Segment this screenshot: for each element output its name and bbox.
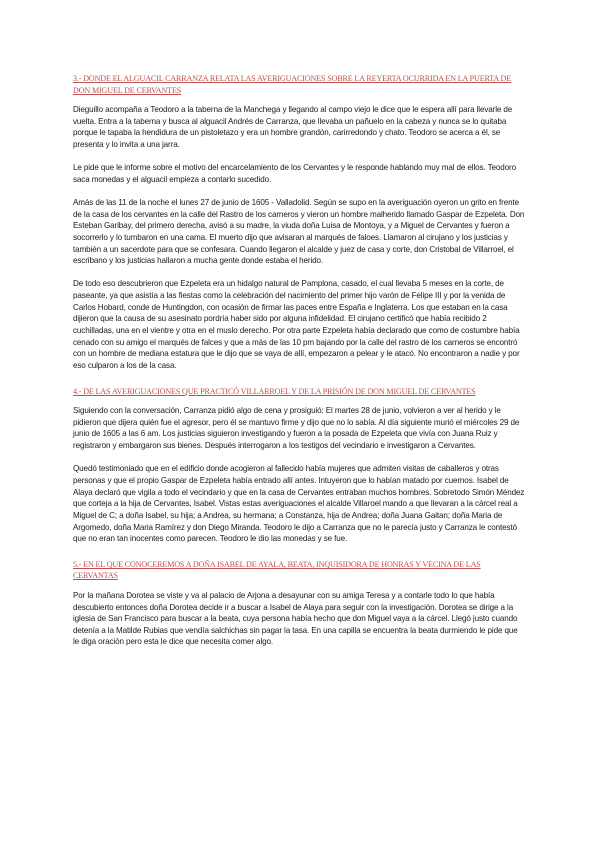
- paragraph: Por la mañana Dorotea se viste y va al palacio de Arjona a desayunar con su amiga Teresa y a contarle todo lo que había descubierto entonces doña Dorotea decide ir a buscar a Isabel de Alaya para seguir con la investigación. Dorotea se dirige a la iglesia de San Francisco para buscar a la beata, cuya persona había hecho que don Miguel vaya a la cárcel. Llegó justo cuando detenía a la Matilde Rubias que vendía salchichas sin pagar la tasa. En una capilla se encuentra la beata durmiendo le pide que le diga oración pero esta le dice que necesita comer algo.: [73, 590, 518, 647]
- paragraph: Amás de las 11 de la noche el lunes 27 de junio de 1605 - Valladolid. Según se supo en la averiguación oyeron un grito en frente de la casa de los cervantes en la calle del Rastro de los carneros y vieron un hombre malherido llamado Gaspar de Ezpeleta. Don Esteban Garibay, del primero derecha, avisó a su madre, la viuda doña Luisa de Montoya, y a Miguel de Cervantes y fueron a socorrerlo y lo tumbaron en una cama. El muerto dijo que avisaran al marqués de faloes. Llamaron al cirujano y los justicias y también a un sacerdote para que se confesara. Cuando llegaron el alcalde y juez de casa y corte, don Cristobal de Villarroel, el escribano y los justicias hallaron a mucha gente donde estaba el herido.: [73, 197, 525, 266]
- section-5: [73, 559, 525, 648]
- paragraph: Le pide que le informe sobre el motivo del encarcelamiento de los Cervantes y le responde hablando muy mal de ellos. Teodoro saca monedas y el alguacil empieza a contarlo sucedido.: [73, 163, 516, 184]
- section-heading: 4.- DE LAS AVERIGUACIONES QUE PRACTICÓ VILLARROEL Y DE LA PRISIÓN DE DON MIGUEL DE CERVANTES: [73, 386, 476, 396]
- section-heading: 3.- DONDE EL ALGUACIL CARRANZA RELATA LAS AVERIGUACIONES SOBRE LA REYERTA OCURRIDA EN LA PUERTA DE DON MIGUEL DE CERVANTES: [73, 74, 512, 95]
- paragraph: De todo eso descubrieron que Ezpeleta era un hidalgo natural de Pamplona, casado, el cual llevaba 5 meses en la corte, de paseante, ya que asistía a las fiestas como la celebración del nacimiento del primer hijo varón de Felipe III y por la venida de Carlos Hobard, conde de Huntingdon, con ocasión de firmar las paces entre España e Inglaterra. Los que estaban en la casa dijieron que la causa de su asesinato pordría haber sido por alguna infidelidad. El cirujano certificó que había recibido 2 cuchilladas, una en el vientre y otra en el muslo derecho. Por otra parte Ezpeleta había declarado que como de costumbre había cenado con su amigo el marqués de falces y que a más de las 10 pm bajando por la calle del rastro de los carneros se encontró con un hombre de mediana estatura que le dijo que se vaya de allí, empezaron a pelear y le atacó. No encontraron a nadie y por eso culparon a los de la casa.: [73, 279, 520, 370]
- paragraph: Quedó testimoniado que en el edificio donde acogieron al fallecido había mujeres que admiten visitas de caballeros y otras personas y que el propio Gaspar de Ezpeleta había entrado allí antes. Intuyeron que lo habían matado por cuernos. Isabel de Alaya declaró que vigila a todo el vecindario y que en la casa de Cervantes entraban muchos hombres. Sobretodo Simón Méndez que corteja a la hija de Cervantes, Isabel. Vistas estas averiguaciones el alcalde Villaroel mando a que llevaran a la cárcel real a Miguel de C; a doña Isabel, su hija; a Andrea, su hermana; a Constanza, hija de Andrea; doña Juana Gaitan; doña Maria de Argomedo, doña Maria Ramírez y don Diego Miranda. Teodoro le dijo a Carranza que no le parecía justo y Carranza le contestó que no eran tan inocentes como parecen. Teodoro le dio las monedas y se fue.: [73, 464, 525, 544]
- paragraph: Dieguillo acompaña a Teodoro a la taberna de la Manchega y llegando al campo viejo le dice que le espera allí para llevarle de vuelta. Entra a la taberna y busca al alguacil Andrés de Carranza, que llevaba un pañuelo en la cabeza y nunca se lo quitaba porque le tapaba la hendidura de un pistoletazo y era un hombre grandón, carirredondo y chato. Teodoro se acerca a él, se presenta y lo invita a una jarra.: [73, 105, 513, 149]
- paragraph: Siguiendo con la conversación, Carranza pidió algo de cena y prosiguió: El martes 28 de junio, volvieron a ver al herido y le pidieron que dijera quién fue el agresor, pero él se mantuvo firme y dijo que no lo sabía. Al día siguiente murió el miércoles 29 de junio de 1605 a las 6 am. Los justicias siguieron investigando y fueron a la posada de Ezpeleta que vivía con Juana Ruiz y registraron y embargaron sus bienes. Después interrogaron a los testigos del vecindario e investigaron a Cervantes.: [73, 406, 520, 451]
- document-page: [73, 73, 525, 648]
- section-heading: 5.- EN EL QUE CONOCEREMOS A DOÑA ISABEL DE AYALA, BEATA, INQUISIDORA DE HONRAS Y VECINA DE LAS CERVANTAS: [73, 559, 481, 581]
- section-3: [73, 73, 525, 372]
- section-4: [73, 386, 525, 545]
